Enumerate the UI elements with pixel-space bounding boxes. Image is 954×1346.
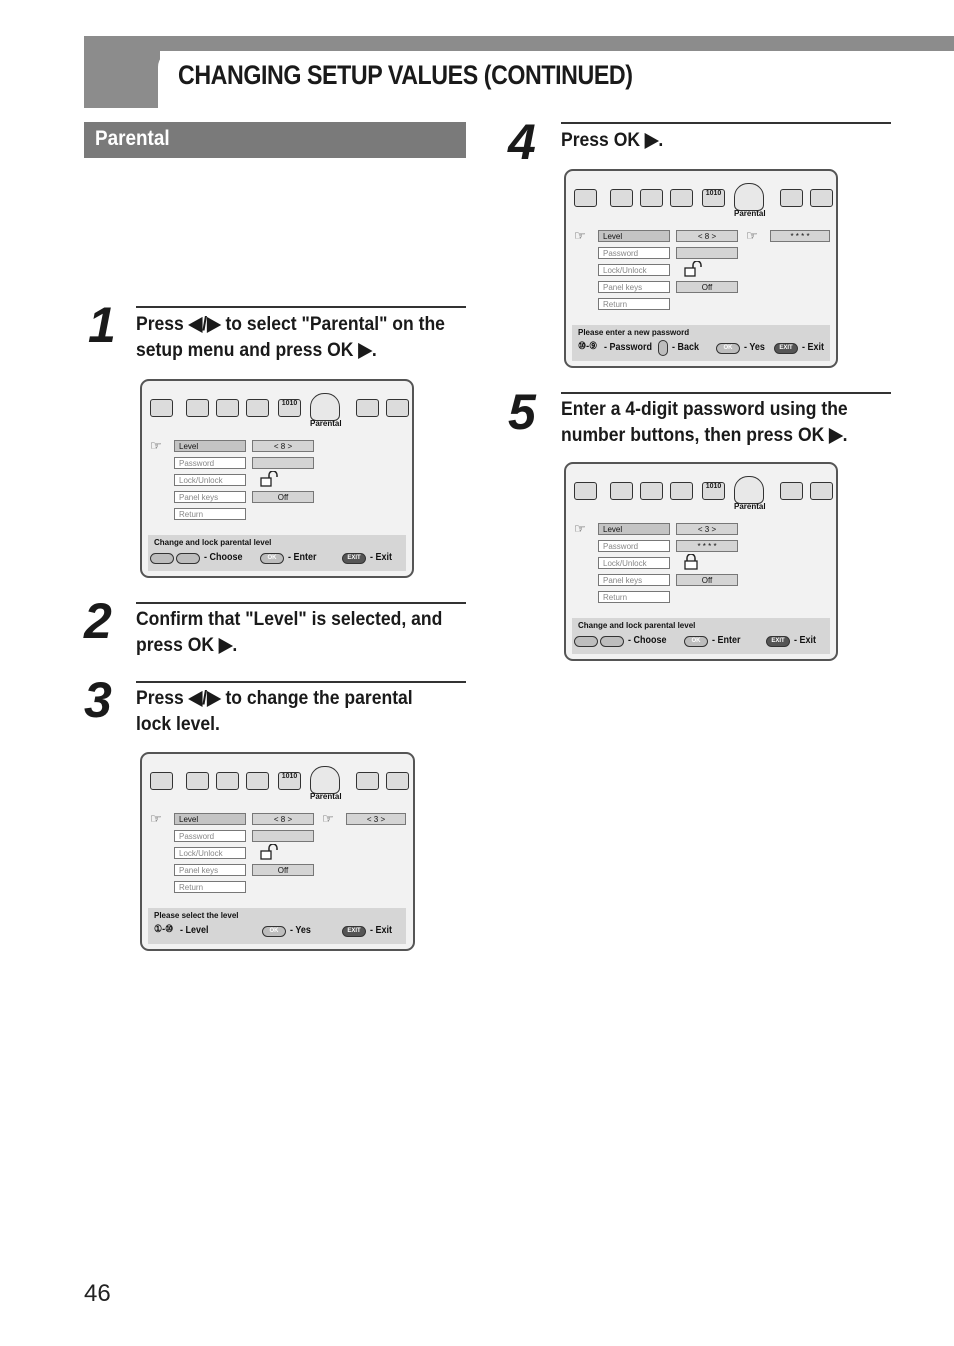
step-text-line: Confirm that "Level" is selected, and — [136, 608, 443, 630]
digital-icon-text: 1010 — [281, 773, 298, 780]
lock-open-icon — [684, 261, 698, 277]
menu-item[interactable]: Lock/Unlock — [174, 847, 246, 859]
new-value-field[interactable]: * * * * — [770, 230, 830, 242]
menu-item[interactable]: Lock/Unlock — [174, 474, 246, 486]
lock-open-icon — [260, 844, 274, 860]
tv-screen-icon[interactable] — [186, 399, 209, 417]
digital-icon-text: 1010 — [281, 400, 298, 407]
password-value — [676, 247, 738, 259]
ok-button-text: OK — [691, 638, 701, 644]
step-number: 5 — [508, 384, 536, 440]
section-label: Parental — [95, 127, 170, 150]
window-icon[interactable] — [780, 189, 803, 207]
footer-title: Change and lock parental level — [154, 538, 272, 547]
menu-item[interactable]: Level — [174, 813, 246, 825]
password-value — [252, 830, 314, 842]
exit-button-icon — [766, 636, 790, 647]
step-rule — [136, 681, 466, 683]
footer-action-label: - Choose — [204, 552, 243, 563]
footer-action-label: - Exit — [370, 925, 393, 936]
digit-buttons-icon — [154, 924, 173, 935]
pointer-hand-icon: ☞ — [150, 438, 162, 453]
digit-dash: - — [586, 341, 590, 352]
digit-end: ⑨ — [589, 341, 598, 352]
digital-icon-text: 1010 — [705, 483, 722, 490]
ok-button-text: OK — [269, 928, 279, 934]
audio-icon[interactable] — [670, 482, 693, 500]
right-arrow-button-icon — [150, 553, 174, 564]
step-rule — [561, 122, 891, 124]
tv-screen-icon[interactable] — [610, 482, 633, 500]
password-value — [252, 457, 314, 469]
pointer-hand-icon: ☞ — [746, 228, 758, 243]
menu-item[interactable]: Lock/Unlock — [598, 557, 670, 569]
footer-action-label: - Enter — [712, 635, 741, 646]
panel-keys-value[interactable]: Off — [676, 574, 738, 586]
osd-screen-step1 — [140, 379, 414, 578]
header-tab — [84, 36, 160, 108]
menu-item[interactable]: Lock/Unlock — [598, 264, 670, 276]
menu-item[interactable]: Level — [174, 440, 246, 452]
page-title: CHANGING SETUP VALUES (CONTINUED) — [178, 60, 633, 90]
parental-icon[interactable] — [734, 476, 764, 504]
audio-icon[interactable] — [246, 772, 269, 790]
digit-start: ⑩ — [578, 341, 587, 352]
footer-action-label: - Yes — [744, 342, 765, 353]
step-text-line: Press OK ▶. — [561, 129, 664, 151]
exit-button-icon — [774, 343, 798, 354]
menu-item[interactable]: Panel keys — [174, 491, 246, 503]
window-icon[interactable] — [780, 482, 803, 500]
digital-icon[interactable] — [702, 482, 725, 500]
menu-item[interactable]: Password — [174, 830, 246, 842]
footer-action-label: - Yes — [290, 925, 311, 936]
page-number: 46 — [84, 1280, 111, 1307]
step-text-line: number buttons, then press OK ▶. — [561, 424, 848, 446]
lock-open-icon — [260, 471, 274, 487]
menu-category-label: Parental — [734, 209, 766, 218]
window-icon[interactable] — [356, 399, 379, 417]
footer-action-label: - Choose — [628, 635, 667, 646]
step-rule — [136, 602, 466, 604]
footer-title: Change and lock parental level — [578, 621, 696, 630]
parental-icon[interactable] — [310, 766, 340, 794]
password-value: * * * * — [676, 540, 738, 552]
ok-button-icon — [716, 343, 740, 354]
footer-action-label: - Back — [672, 342, 700, 353]
step-number: 4 — [508, 114, 536, 170]
menu-item[interactable]: Return — [174, 881, 246, 893]
pointer-hand-icon: ☞ — [150, 811, 162, 826]
exit-button-icon — [342, 926, 366, 937]
menu-category-label: Parental — [310, 419, 342, 428]
audio-icon[interactable] — [246, 399, 269, 417]
step-number: 3 — [84, 672, 112, 728]
menu-item[interactable]: Password — [598, 540, 670, 552]
panel-keys-value[interactable]: Off — [252, 491, 314, 503]
digital-icon[interactable] — [702, 189, 725, 207]
footer-action-label: - Exit — [370, 552, 393, 563]
parental-icon[interactable] — [734, 183, 764, 211]
level-value[interactable]: < 8 > — [676, 230, 738, 242]
menu-item[interactable]: Panel keys — [174, 864, 246, 876]
menu-item[interactable]: Panel keys — [598, 281, 670, 293]
menu-item[interactable]: Return — [598, 591, 670, 603]
left-arrow-button-icon — [176, 553, 200, 564]
digital-icon[interactable] — [278, 399, 301, 417]
step-number: 2 — [84, 593, 112, 649]
level-value[interactable]: < 8 > — [252, 813, 314, 825]
language-icon[interactable] — [150, 772, 173, 790]
osd-screen-step5 — [564, 462, 838, 661]
panel-keys-value[interactable]: Off — [676, 281, 738, 293]
audio-icon[interactable] — [670, 189, 693, 207]
exit-door-icon[interactable] — [810, 189, 833, 207]
menu-item[interactable]: Level — [598, 230, 670, 242]
level-value[interactable]: < 8 > — [252, 440, 314, 452]
speaker-icon[interactable] — [640, 482, 663, 500]
tv-screen-icon[interactable] — [610, 189, 633, 207]
menu-category-label: Parental — [734, 502, 766, 511]
ok-button-icon — [684, 636, 708, 647]
menu-item[interactable]: Panel keys — [598, 574, 670, 586]
step-rule — [136, 306, 466, 308]
step-text-line: Enter a 4-digit password using the — [561, 398, 848, 420]
panel-keys-value[interactable]: Off — [252, 864, 314, 876]
footer-action-label: - Password — [604, 342, 653, 353]
speaker-icon[interactable] — [216, 772, 239, 790]
digit-dash: - — [162, 924, 166, 935]
exit-button-icon — [342, 553, 366, 564]
ok-button-text: OK — [723, 345, 733, 351]
footer-action-label: - Enter — [288, 552, 317, 563]
step-text-line: Press ◀/▶ to change the parental — [136, 687, 413, 709]
menu-item[interactable]: Password — [174, 457, 246, 469]
step-text-line: press OK ▶. — [136, 634, 238, 656]
speaker-icon[interactable] — [216, 399, 239, 417]
header-bar — [84, 36, 954, 51]
digital-icon[interactable] — [278, 772, 301, 790]
footer-action-label: - Exit — [802, 342, 825, 353]
exit-button-text: EXIT — [771, 638, 785, 644]
digit-start: ① — [154, 924, 163, 935]
menu-item[interactable]: Return — [174, 508, 246, 520]
ok-button-text: OK — [267, 555, 277, 561]
step-text-line: lock level. — [136, 713, 220, 735]
footer-title: Please enter a new password — [578, 328, 690, 337]
lock-closed-icon — [684, 554, 698, 570]
exit-door-icon[interactable] — [386, 399, 409, 417]
new-value-field[interactable]: < 3 > — [346, 813, 406, 825]
menu-item[interactable]: Return — [598, 298, 670, 310]
osd-screen-step4 — [564, 169, 838, 368]
left-arrow-button-icon — [600, 636, 624, 647]
digit-end: ⑩ — [165, 924, 174, 935]
osd-screen-step3 — [140, 752, 415, 951]
window-icon[interactable] — [356, 772, 379, 790]
exit-button-text: EXIT — [347, 555, 361, 561]
back-arrow-button-icon — [658, 340, 668, 356]
footer-action-label: - Level — [180, 925, 209, 936]
ok-button-icon — [262, 926, 286, 937]
exit-door-icon[interactable] — [810, 482, 833, 500]
language-icon[interactable] — [574, 189, 597, 207]
menu-item[interactable]: Level — [598, 523, 670, 535]
ok-button-icon — [260, 553, 284, 564]
tv-screen-icon[interactable] — [186, 772, 209, 790]
menu-item[interactable]: Password — [598, 247, 670, 259]
step-text-line: setup menu and press OK ▶. — [136, 339, 377, 361]
menu-category-label: Parental — [310, 792, 342, 801]
pointer-hand-icon: ☞ — [574, 521, 586, 536]
footer-title: Please select the level — [154, 911, 239, 920]
exit-door-icon[interactable] — [386, 772, 409, 790]
pointer-hand-icon: ☞ — [574, 228, 586, 243]
footer-action-label: - Exit — [794, 635, 817, 646]
step-text-line: Press ◀/▶ to select "Parental" on the — [136, 313, 445, 335]
exit-button-text: EXIT — [347, 928, 361, 934]
pointer-hand-icon: ☞ — [322, 811, 334, 826]
exit-button-text: EXIT — [779, 345, 793, 351]
step-rule — [561, 392, 891, 394]
parental-icon[interactable] — [310, 393, 340, 421]
digital-icon-text: 1010 — [705, 190, 722, 197]
language-icon[interactable] — [150, 399, 173, 417]
language-icon[interactable] — [574, 482, 597, 500]
level-value[interactable]: < 3 > — [676, 523, 738, 535]
step-number: 1 — [88, 297, 116, 353]
digit-buttons-icon — [578, 341, 597, 352]
right-arrow-button-icon — [574, 636, 598, 647]
speaker-icon[interactable] — [640, 189, 663, 207]
